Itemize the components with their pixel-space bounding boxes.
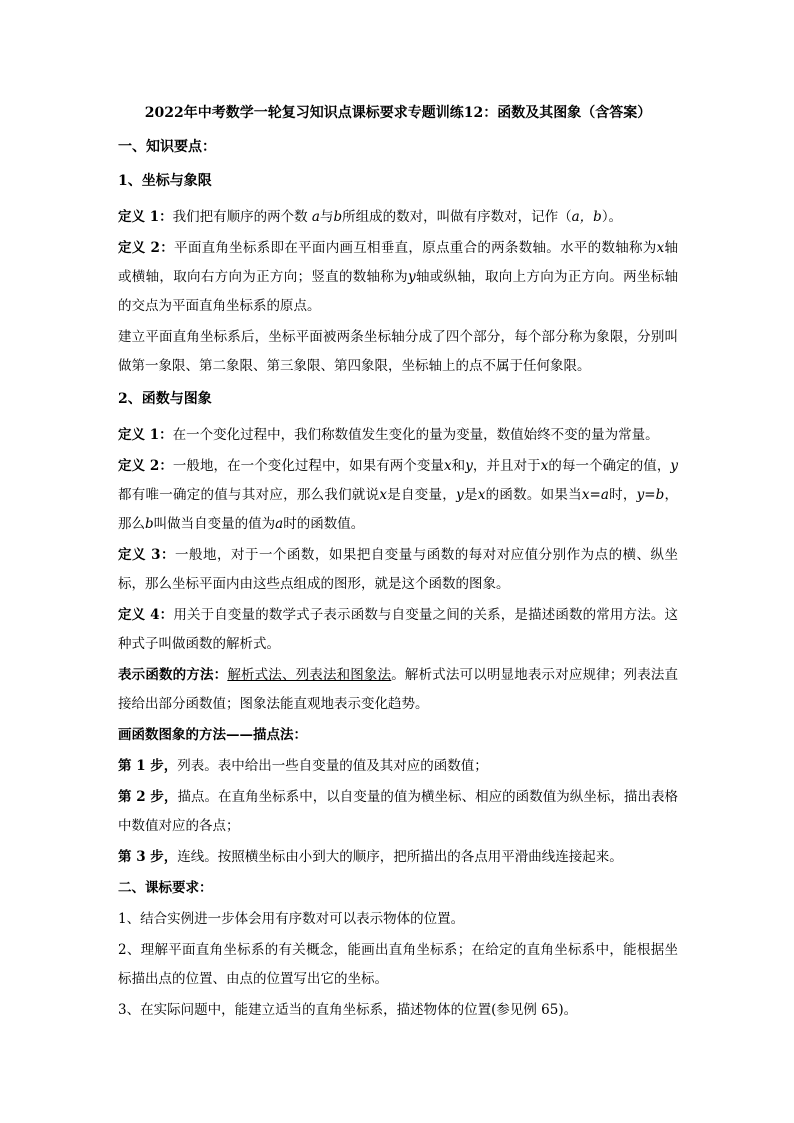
document-title: 2022年中考数学一轮复习知识点课标要求专题训练12：函数及其图象（含答案） [144, 105, 652, 121]
step-label: 第 2 步， [118, 789, 178, 805]
paragraph-def1-ordered-pair: 定义 1：我们把有顺序的两个数 a与b所组成的数对，叫做有序数对，记作（a，b）。 [118, 209, 623, 225]
document-content [118, 103, 678, 1027]
methods-list: 解析式法、列表法和图象法 [227, 667, 392, 683]
step-label: 第 3 步， [118, 849, 178, 865]
subsection-heading-functions: 2、函数与图象 [118, 391, 212, 407]
methods-label: 表示函数的方法： [118, 667, 228, 683]
section-heading-curriculum: 二、课标要求： [118, 880, 213, 896]
def-label: 定义 4： [118, 607, 174, 623]
paragraph-step1: 第 1 步，列表。表中给出一些自变量的值及其对应的函数值； [118, 758, 488, 774]
paragraph-step3: 第 3 步，连线。按照横坐标由小到大的顺序，把所描出的各点用平滑曲线连接起来。 [118, 849, 623, 865]
def-label: 定义 2： [118, 240, 175, 256]
paragraph-def2-coordinate-system: 定义 2：平面直角坐标系即在平面内画互相垂直，原点重合的两条数轴。水平的数轴称为x轴或横轴，取向右方向为正方向；竖直的数轴称为y轴或纵轴，取向上方向为正方向。两坐标轴的交点为平面直角坐标系的原点。 [118, 240, 679, 314]
subsection-heading-coordinates: 1、坐标与象限 [118, 173, 212, 189]
def-label: 定义 1： [118, 427, 173, 443]
section-heading-knowledge: 一、知识要点： [118, 139, 216, 155]
curriculum-item: 1、结合实例进一步体会用有序数对可以表示物体的位置。 [118, 911, 465, 927]
def-label: 定义 3： [118, 547, 176, 563]
step-label: 第 1 步， [118, 758, 178, 774]
paragraph-def2-function: 定义 2：一般地，在一个变化过程中，如果有两个变量x和y，并且对于x的每一个确定的值，y都有唯一确定的值与其对应，那么我们就说x是自变量，y是x的函数。如果当x=a时，y=b，那么b叫做当自变量的值为a时的函数值。 [118, 458, 679, 532]
def-label: 定义 2： [118, 458, 173, 474]
curriculum-item: 2、理解平面直角坐标系的有关概念，能画出直角坐标系；在给定的直角坐标系中，能根据坐标描出点的位置、由点的位置写出它的坐标。 [118, 942, 678, 987]
paragraph-def3-graph: 定义 3：一般地，对于一个函数，如果把自变量与函数的每对对应值分别作为点的横、纵坐标，那么坐标平面内由这些点组成的图形，就是这个函数的图象。 [118, 547, 679, 592]
draw-method-heading: 画函数图象的方法——描点法： [118, 727, 307, 743]
paragraph-step2: 第 2 步，描点。在直角坐标系中，以自变量的值为横坐标、相应的函数值为纵坐标，描出表格中数值对应的各点； [118, 789, 679, 834]
paragraph-representation-methods: 表示函数的方法：解析式法、列表法和图象法。解析式法可以明显地表示对应规律；列表法直接给出部分函数值；图象法能直观地表示变化趋势。 [118, 667, 679, 712]
paragraph-def1-variable: 定义 1：在一个变化过程中，我们称数值发生变化的量为变量，数值始终不变的量为常量。 [118, 427, 659, 443]
paragraph-quadrants: 建立平面直角坐标系后，坐标平面被两条坐标轴分成了四个部分，每个部分称为象限，分别叫做第一象限、第二象限、第三象限、第四象限，坐标轴上的点不属于任何象限。 [118, 329, 678, 374]
def-label: 定义 1： [118, 209, 173, 225]
paragraph-def4-expression: 定义 4：用关于自变量的数学式子表示函数与自变量之间的关系，是描述函数的常用方法。这种式子叫做函数的解析式。 [118, 607, 679, 652]
curriculum-item: 3、在实际问题中，能建立适当的直角坐标系，描述物体的位置(参见例 65)。 [118, 1002, 578, 1018]
